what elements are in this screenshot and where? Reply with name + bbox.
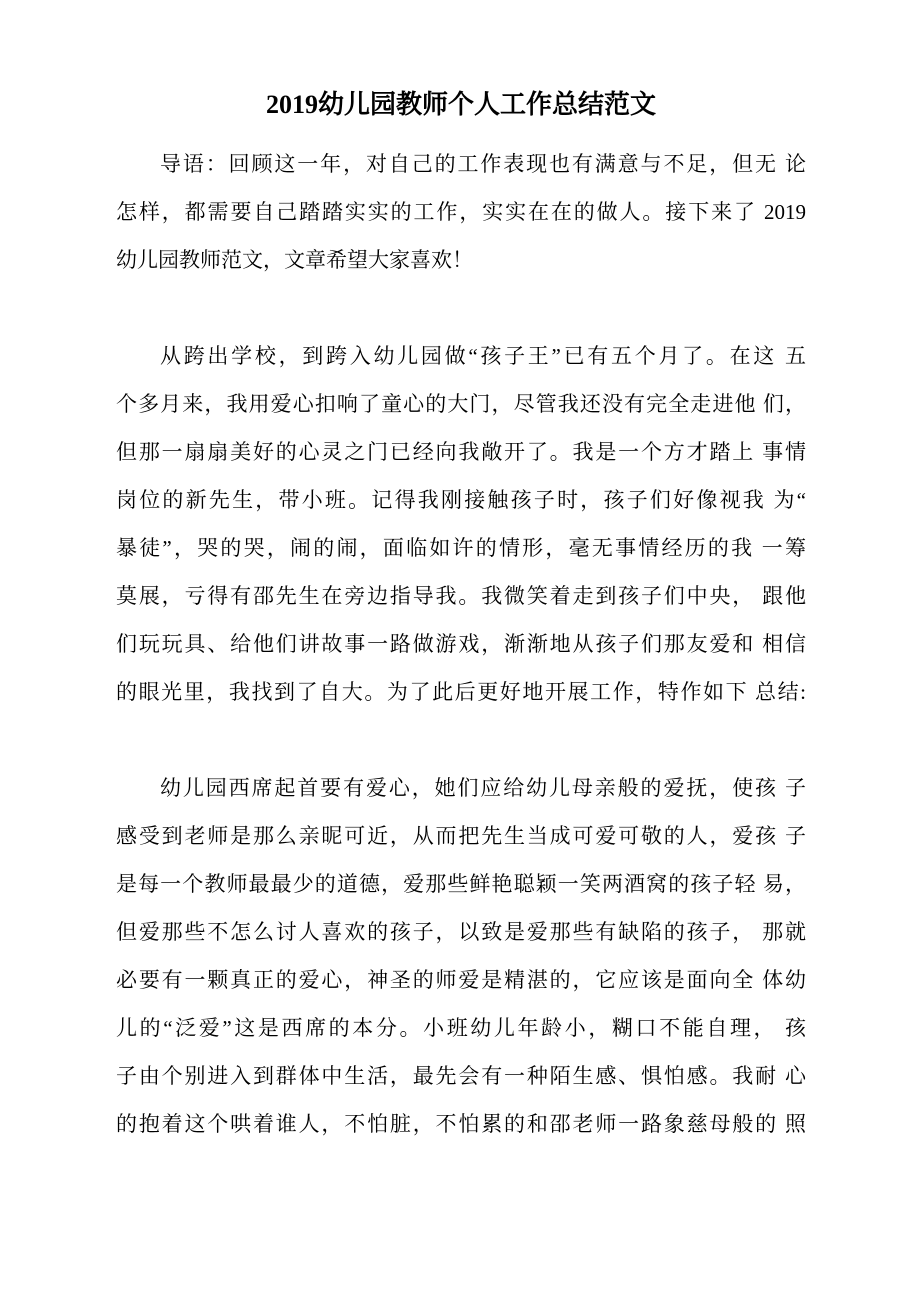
text-line: 儿的“泛爱”这是西席的本分。小班幼儿年龄小，糊口不能自理， 孩 [116,1016,806,1040]
text-line: 子由个别进入到群体中生活，最先会有一种陌生感、惧怕感。我耐 心 [116,1064,806,1088]
paragraph [116,332,806,716]
text-line: 的抱着这个哄着谁人，不怕脏，不怕累的和邵老师一路象慈母般的 照 [116,1112,806,1136]
document-body [116,140,806,1148]
text-line: 莫展，亏得有邵先生在旁边指导我。我微笑着走到孩子们中央， 跟他 [116,584,806,608]
text-line: 个多月来，我用爱心扣响了童心的大门，尽管我还没有完全走进他 们， [116,392,806,416]
text-line: 感受到老师是那么亲昵可近，从而把先生当成可爱可敬的人，爱孩 子 [116,824,806,848]
text-line: 怎样，都需要自己踏踏实实的工作，实实在在的做人。接下来了 2019 [116,200,806,224]
text-line: 是每一个教师最最少的道德，爱那些鲜艳聪颖一笑两酒窝的孩子轻 易， [116,872,806,896]
text-line: 但那一扇扇美好的心灵之门已经向我敞开了。我是一个方才踏上 事情 [116,440,806,464]
text-line: 的眼光里，我找到了自大。为了此后更好地开展工作，特作如下 总结: [116,680,806,704]
text-line: 们玩玩具、给他们讲故事一路做游戏，渐渐地从孩子们那友爱和 相信 [116,632,806,656]
text-line: 导语：回顾这一年，对自己的工作表现也有满意与不足，但无 论 [160,152,806,176]
text-line: 岗位的新先生，带小班。记得我刚接触孩子时，孩子们好像视我 为“ [116,488,806,512]
text-line: 从跨出学校，到跨入幼儿园做“孩子王”已有五个月了。在这 五 [160,344,806,368]
text-line: 暴徒”，哭的哭，闹的闹，面临如许的情形，毫无事情经历的我 一筹 [116,536,806,560]
document-title: 2019幼儿园教师个人工作总结范文 [265,90,656,119]
text-line: 必要有一颗真正的爱心，神圣的师爱是精湛的，它应该是面向全 体幼 [116,968,806,992]
text-line: 幼儿园教师范文，文章希望大家喜欢！ [116,248,473,272]
paragraph [116,764,806,1148]
text-line: 幼儿园西席起首要有爱心，她们应给幼儿母亲般的爱抚，使孩 子 [160,776,806,800]
text-line: 但爱那些不怎么讨人喜欢的孩子，以致是爱那些有缺陷的孩子， 那就 [116,920,806,944]
paragraph [116,140,806,284]
